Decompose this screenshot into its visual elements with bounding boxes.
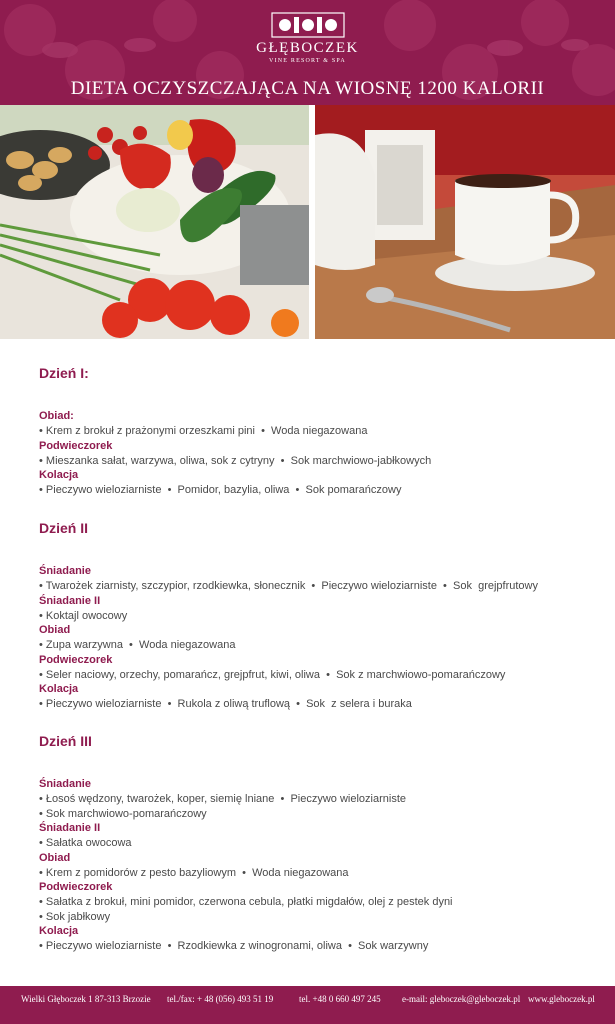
page-title: DIETA OCZYSZCZAJĄCA NA WIOSNĘ 1200 KALORII [70,78,545,99]
footer-email-link[interactable]: e-mail: gleboczek@gleboczek.pl [402,994,521,1004]
day-section [39,520,599,712]
menu-item: • Zupa warzywna • Woda niegazowana [39,639,236,651]
menu-item: • Krem z pomidorów z pesto bazyliowym • Woda niegazowana [39,866,349,879]
menu-item: • Pieczywo wieloziarniste • Rzodkiewka z winogronami, oliwa • Sok warzywny [39,940,429,952]
brand-name: GŁĘBOCZEK [256,40,359,56]
vegetables-photo [0,105,309,339]
photo-strip [0,105,615,339]
menu-item: • Sok jabłkowy [39,910,111,923]
day-section [39,365,599,498]
day-title: Dzień III [39,733,92,749]
day-title: Dzień I: [39,365,89,381]
logo[interactable] [0,12,615,64]
day-title: Dzień II [39,520,89,536]
meal-label: Obiad [39,851,71,864]
footer-phone: tel. +48 0 660 497 245 [299,994,381,1004]
footer [0,986,615,1024]
tea-cup-photo [315,105,615,339]
meal-label: Podwieczorek [39,653,113,666]
menu-item: • Mieszanka sałat, warzywa, oliwa, sok z cytryny • Sok marchwiowo-jabłkowych [39,454,432,467]
menu-item: • Pieczywo wieloziarniste • Rukola z oliwą truflową • Sok z selera i buraka [39,698,412,710]
menu-item: • Łosoś wędzony, twarożek, koper, siemię lniane • Pieczywo wieloziarniste [39,793,406,805]
meal-label: Podwieczorek [39,881,113,893]
menu-item: • Koktajl owocowy [39,609,128,622]
menu-item: • Pieczywo wieloziarniste • Pomidor, bazylia, oliwa • Sok pomarańczowy [39,484,402,496]
footer-phone-fax: tel./fax: + 48 (056) 493 51 19 [167,994,274,1004]
menu-item: • Sałatka owocowa [39,837,132,849]
brand-tagline: VINE RESORT & SPA [269,58,346,64]
meal-label: Śniadanie [39,778,91,790]
meal-label: Śniadanie [39,565,91,577]
menu-item: • Krem z brokuł z prażonymi orzeszkami pini • Woda niegazowana [39,425,368,437]
meal-label: Kolacja [39,683,79,695]
day-section [39,733,599,954]
meal-label: Śniadanie II [39,594,101,607]
meal-label: Kolacja [39,925,79,937]
meal-label: Obiad: [39,410,74,422]
footer-address: Wielki Głęboczek 1 87-313 Brzozie [21,994,151,1004]
menu-item: • Seler naciowy, orzechy, pomarańcz, grejpfrut, kiwi, oliwa • Sok z marchwiowo-pomarańczowy [39,668,506,681]
meal-label: Obiad [39,624,71,636]
footer-website-link[interactable]: www.gleboczek.pl [528,994,595,1004]
menu-item: • Sałatka z brokuł, mini pomidor, czerwona cebula, płatki migdałów, olej z pestek dyni [39,896,453,908]
logo-mark-icon [271,12,345,38]
menu-item: • Sok marchwiowo-pomarańczowy [39,807,207,820]
header-banner [0,0,615,105]
meal-label: Podwieczorek [39,439,113,452]
meal-label: Kolacja [39,469,79,481]
menu-item: • Twarożek ziarnisty, szczypior, rzodkiewka, słonecznik • Pieczywo wieloziarniste • Sok grejpfrutowy [39,580,538,592]
meal-label: Śniadanie II [39,822,101,834]
